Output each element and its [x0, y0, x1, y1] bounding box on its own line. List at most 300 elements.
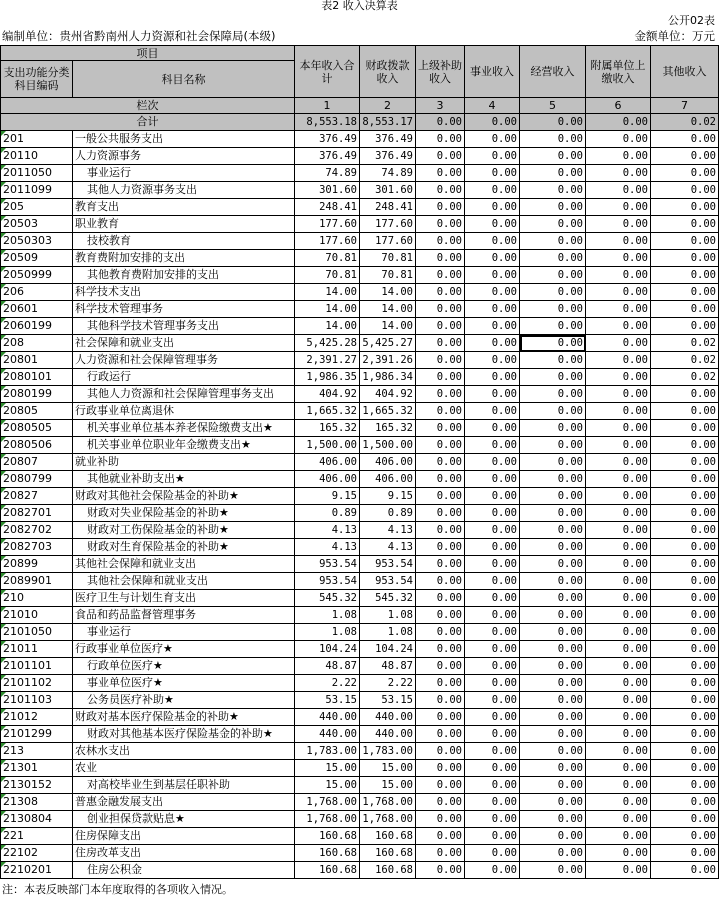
row-value-cell-6[interactable]: 0.00: [586, 709, 651, 726]
row-value-cell-4[interactable]: 0.00: [465, 352, 520, 369]
row-name-cell[interactable]: 教育费附加安排的支出: [73, 250, 295, 267]
row-code-cell[interactable]: 2130804: [1, 811, 73, 828]
row-code-cell[interactable]: 21308: [1, 794, 73, 811]
row-value-cell-4[interactable]: 0.00: [465, 165, 520, 182]
row-value-cell-2[interactable]: 48.87: [360, 658, 416, 675]
row-value-cell-2[interactable]: 1,783.00: [360, 743, 416, 760]
row-value-cell-4[interactable]: 0.00: [465, 233, 520, 250]
row-value-cell-5[interactable]: 0.00: [520, 199, 586, 216]
row-name-cell[interactable]: 其他科学技术管理事务支出: [73, 318, 295, 335]
row-value-cell-7[interactable]: 0.00: [651, 216, 719, 233]
row-value-cell-2[interactable]: 1,986.34: [360, 369, 416, 386]
row-code-cell[interactable]: 206: [1, 284, 73, 301]
row-value-cell-2[interactable]: 1.08: [360, 624, 416, 641]
row-value-cell-6[interactable]: 0.00: [586, 216, 651, 233]
row-name-cell[interactable]: 农业: [73, 760, 295, 777]
row-value-cell-6[interactable]: 0.00: [586, 692, 651, 709]
row-value-cell-4[interactable]: 0.00: [465, 590, 520, 607]
row-value-cell-7[interactable]: 0.00: [651, 182, 719, 199]
row-value-cell-5[interactable]: 0.00: [520, 641, 586, 658]
row-value-cell-3[interactable]: 0.00: [416, 199, 465, 216]
row-value-cell-5[interactable]: 0.00: [520, 165, 586, 182]
table-row[interactable]: [1, 556, 719, 573]
row-code-cell[interactable]: 2080506: [1, 437, 73, 454]
row-value-cell-2[interactable]: 15.00: [360, 760, 416, 777]
row-value-cell-2[interactable]: 1,500.00: [360, 437, 416, 454]
row-value-cell-1[interactable]: 15.00: [295, 777, 360, 794]
row-code-cell[interactable]: 213: [1, 743, 73, 760]
row-value-cell-5[interactable]: 0.00: [520, 624, 586, 641]
row-value-cell-6[interactable]: 0.00: [586, 641, 651, 658]
table-row[interactable]: [1, 420, 719, 437]
row-value-cell-2[interactable]: 160.68: [360, 845, 416, 862]
row-value-cell-1[interactable]: 1,768.00: [295, 811, 360, 828]
row-value-cell-5[interactable]: 0.00: [520, 743, 586, 760]
row-value-cell-6[interactable]: 0.00: [586, 199, 651, 216]
row-value-cell-3[interactable]: 0.00: [416, 352, 465, 369]
row-code-cell[interactable]: 208: [1, 335, 73, 352]
table-row[interactable]: [1, 471, 719, 488]
row-value-cell-1[interactable]: 74.89: [295, 165, 360, 182]
row-value-cell-5[interactable]: 0.00: [520, 862, 586, 879]
row-code-cell[interactable]: 2080799: [1, 471, 73, 488]
row-value-cell-2[interactable]: 1,768.00: [360, 811, 416, 828]
row-value-cell-6[interactable]: 0.00: [586, 250, 651, 267]
row-name-cell[interactable]: 事业单位医疗★: [73, 675, 295, 692]
row-code-cell[interactable]: 20801: [1, 352, 73, 369]
row-value-cell-2[interactable]: 4.13: [360, 522, 416, 539]
row-value-cell-3[interactable]: 0.00: [416, 777, 465, 794]
table-row[interactable]: [1, 233, 719, 250]
row-value-cell-5[interactable]: 0.00: [520, 403, 586, 420]
row-code-cell[interactable]: 22102: [1, 845, 73, 862]
row-code-cell[interactable]: 2011099: [1, 182, 73, 199]
row-value-cell-4[interactable]: 0.00: [465, 437, 520, 454]
row-value-cell-3[interactable]: 0.00: [416, 573, 465, 590]
row-name-cell[interactable]: 社会保障和就业支出: [73, 335, 295, 352]
row-name-cell[interactable]: 财政对失业保险基金的补助★: [73, 505, 295, 522]
row-value-cell-5[interactable]: 0.00: [520, 675, 586, 692]
row-value-cell-2[interactable]: 1,665.32: [360, 403, 416, 420]
row-value-cell-6[interactable]: 0.00: [586, 862, 651, 879]
row-value-cell-6[interactable]: 0.00: [586, 148, 651, 165]
row-value-cell-7[interactable]: 0.00: [651, 658, 719, 675]
row-value-cell-7[interactable]: 0.00: [651, 165, 719, 182]
row-value-cell-5[interactable]: 0.00: [520, 556, 586, 573]
row-name-cell[interactable]: 行政单位医疗★: [73, 658, 295, 675]
row-value-cell-3[interactable]: 0.00: [416, 233, 465, 250]
table-row[interactable]: [1, 148, 719, 165]
row-value-cell-5[interactable]: 0.00: [520, 828, 586, 845]
row-value-cell-7[interactable]: 0.00: [651, 488, 719, 505]
row-value-cell-3[interactable]: 0.00: [416, 726, 465, 743]
row-name-cell[interactable]: 就业补助: [73, 454, 295, 471]
row-value-cell-7[interactable]: 0.00: [651, 862, 719, 879]
row-value-cell-2[interactable]: 2,391.26: [360, 352, 416, 369]
row-value-cell-3[interactable]: 0.00: [416, 403, 465, 420]
row-name-cell[interactable]: 事业运行: [73, 165, 295, 182]
row-name-cell[interactable]: 其他人力资源和社会保障管理事务支出: [73, 386, 295, 403]
row-value-cell-2[interactable]: 160.68: [360, 828, 416, 845]
row-value-cell-4[interactable]: 0.00: [465, 267, 520, 284]
row-value-cell-7[interactable]: 0.00: [651, 420, 719, 437]
row-name-cell[interactable]: 财政对其他社会保险基金的补助★: [73, 488, 295, 505]
row-value-cell-1[interactable]: 160.68: [295, 845, 360, 862]
row-name-cell[interactable]: 财政对生育保险基金的补助★: [73, 539, 295, 556]
row-value-cell-2[interactable]: 4.13: [360, 539, 416, 556]
row-value-cell-1[interactable]: 70.81: [295, 267, 360, 284]
row-name-cell[interactable]: 普惠金融发展支出: [73, 794, 295, 811]
row-value-cell-6[interactable]: 0.00: [586, 726, 651, 743]
row-value-cell-3[interactable]: 0.00: [416, 505, 465, 522]
total-value-1[interactable]: 8,553.18: [295, 114, 360, 131]
row-value-cell-6[interactable]: 0.00: [586, 318, 651, 335]
row-value-cell-6[interactable]: 0.00: [586, 607, 651, 624]
row-name-cell[interactable]: 食品和药品监督管理事务: [73, 607, 295, 624]
row-code-cell[interactable]: 2082703: [1, 539, 73, 556]
row-value-cell-3[interactable]: 0.00: [416, 318, 465, 335]
row-value-cell-6[interactable]: 0.00: [586, 556, 651, 573]
row-value-cell-4[interactable]: 0.00: [465, 454, 520, 471]
row-value-cell-3[interactable]: 0.00: [416, 845, 465, 862]
row-value-cell-4[interactable]: 0.00: [465, 386, 520, 403]
row-value-cell-7[interactable]: 0.02: [651, 369, 719, 386]
row-value-cell-1[interactable]: 14.00: [295, 318, 360, 335]
row-name-cell[interactable]: 财政对工伤保险基金的补助★: [73, 522, 295, 539]
row-value-cell-5[interactable]: 0.00: [520, 250, 586, 267]
row-value-cell-2[interactable]: 1,768.00: [360, 794, 416, 811]
row-value-cell-2[interactable]: 1.08: [360, 607, 416, 624]
row-value-cell-4[interactable]: 0.00: [465, 658, 520, 675]
row-code-cell[interactable]: 2130152: [1, 777, 73, 794]
table-row[interactable]: [1, 845, 719, 862]
row-value-cell-4[interactable]: 0.00: [465, 828, 520, 845]
row-value-cell-1[interactable]: 1,665.32: [295, 403, 360, 420]
table-row[interactable]: [1, 709, 719, 726]
row-value-cell-2[interactable]: 165.32: [360, 420, 416, 437]
table-row[interactable]: [1, 301, 719, 318]
row-value-cell-7[interactable]: 0.02: [651, 335, 719, 352]
row-value-cell-2[interactable]: 70.81: [360, 250, 416, 267]
row-value-cell-5[interactable]: 0.00: [520, 709, 586, 726]
total-value-3[interactable]: 0.00: [416, 114, 465, 131]
row-value-cell-6[interactable]: 0.00: [586, 369, 651, 386]
row-value-cell-4[interactable]: 0.00: [465, 471, 520, 488]
row-value-cell-4[interactable]: 0.00: [465, 420, 520, 437]
row-value-cell-5[interactable]: 0.00: [520, 301, 586, 318]
row-name-cell[interactable]: 对高校毕业生到基层任职补助: [73, 777, 295, 794]
total-value-5[interactable]: 0.00: [520, 114, 586, 131]
row-value-cell-1[interactable]: 1.08: [295, 607, 360, 624]
row-value-cell-4[interactable]: 0.00: [465, 743, 520, 760]
row-value-cell-5[interactable]: 0.00: [520, 488, 586, 505]
row-value-cell-5[interactable]: 0.00: [520, 369, 586, 386]
row-value-cell-1[interactable]: 440.00: [295, 709, 360, 726]
table-row[interactable]: [1, 318, 719, 335]
row-value-cell-7[interactable]: 0.00: [651, 301, 719, 318]
row-value-cell-5[interactable]: 0.00: [520, 590, 586, 607]
table-row[interactable]: [1, 437, 719, 454]
row-value-cell-4[interactable]: 0.00: [465, 131, 520, 148]
row-value-cell-2[interactable]: 301.60: [360, 182, 416, 199]
row-value-cell-6[interactable]: 0.00: [586, 811, 651, 828]
row-value-cell-6[interactable]: 0.00: [586, 301, 651, 318]
row-code-cell[interactable]: 210: [1, 590, 73, 607]
row-value-cell-3[interactable]: 0.00: [416, 471, 465, 488]
row-value-cell-5[interactable]: 0.00: [520, 437, 586, 454]
row-value-cell-6[interactable]: 0.00: [586, 624, 651, 641]
row-value-cell-1[interactable]: 177.60: [295, 216, 360, 233]
row-value-cell-1[interactable]: 15.00: [295, 760, 360, 777]
row-value-cell-6[interactable]: 0.00: [586, 284, 651, 301]
row-code-cell[interactable]: 20827: [1, 488, 73, 505]
row-value-cell-3[interactable]: 0.00: [416, 267, 465, 284]
row-value-cell-5[interactable]: 0.00: [520, 318, 586, 335]
row-code-cell[interactable]: 20601: [1, 301, 73, 318]
row-value-cell-5[interactable]: 0.00: [520, 692, 586, 709]
row-value-cell-6[interactable]: 0.00: [586, 386, 651, 403]
row-value-cell-6[interactable]: 0.00: [586, 675, 651, 692]
row-value-cell-6[interactable]: 0.00: [586, 573, 651, 590]
table-row[interactable]: [1, 182, 719, 199]
total-label[interactable]: 合计: [1, 114, 295, 131]
row-name-cell[interactable]: 其他人力资源事务支出: [73, 182, 295, 199]
row-name-cell[interactable]: 科学技术管理事务: [73, 301, 295, 318]
row-code-cell[interactable]: 201: [1, 131, 73, 148]
row-value-cell-5[interactable]: 0.00: [520, 573, 586, 590]
row-value-cell-4[interactable]: 0.00: [465, 709, 520, 726]
total-value-7[interactable]: 0.02: [651, 114, 719, 131]
row-value-cell-4[interactable]: 0.00: [465, 607, 520, 624]
row-value-cell-2[interactable]: 53.15: [360, 692, 416, 709]
row-value-cell-3[interactable]: 0.00: [416, 301, 465, 318]
table-row[interactable]: [1, 352, 719, 369]
row-value-cell-7[interactable]: 0.00: [651, 250, 719, 267]
row-name-cell[interactable]: 职业教育: [73, 216, 295, 233]
row-value-cell-2[interactable]: 376.49: [360, 148, 416, 165]
row-value-cell-5[interactable]: 0.00: [520, 386, 586, 403]
row-value-cell-5[interactable]: 0.00: [520, 182, 586, 199]
row-value-cell-1[interactable]: 1,768.00: [295, 794, 360, 811]
table-row[interactable]: [1, 250, 719, 267]
table-row[interactable]: [1, 590, 719, 607]
row-value-cell-2[interactable]: 545.32: [360, 590, 416, 607]
row-value-cell-6[interactable]: 0.00: [586, 743, 651, 760]
row-name-cell[interactable]: 住房公积金: [73, 862, 295, 879]
row-value-cell-6[interactable]: 0.00: [586, 403, 651, 420]
row-code-cell[interactable]: 20805: [1, 403, 73, 420]
row-value-cell-6[interactable]: 0.00: [586, 590, 651, 607]
row-value-cell-6[interactable]: 0.00: [586, 794, 651, 811]
row-value-cell-3[interactable]: 0.00: [416, 131, 465, 148]
row-value-cell-4[interactable]: 0.00: [465, 488, 520, 505]
row-code-cell[interactable]: 2050303: [1, 233, 73, 250]
row-value-cell-5[interactable]: 0.00: [520, 658, 586, 675]
row-value-cell-3[interactable]: 0.00: [416, 165, 465, 182]
row-value-cell-7[interactable]: 0.00: [651, 573, 719, 590]
row-value-cell-7[interactable]: 0.00: [651, 726, 719, 743]
row-value-cell-4[interactable]: 0.00: [465, 675, 520, 692]
row-name-cell[interactable]: 事业运行: [73, 624, 295, 641]
row-value-cell-3[interactable]: 0.00: [416, 386, 465, 403]
row-value-cell-5[interactable]: 0.00: [520, 811, 586, 828]
row-code-cell[interactable]: 21010: [1, 607, 73, 624]
row-value-cell-2[interactable]: 248.41: [360, 199, 416, 216]
row-value-cell-7[interactable]: 0.00: [651, 131, 719, 148]
row-value-cell-6[interactable]: 0.00: [586, 335, 651, 352]
row-value-cell-5[interactable]: 0.00: [520, 335, 586, 352]
row-value-cell-7[interactable]: 0.00: [651, 505, 719, 522]
row-value-cell-2[interactable]: 2.22: [360, 675, 416, 692]
row-code-cell[interactable]: 2210201: [1, 862, 73, 879]
row-code-cell[interactable]: 2060199: [1, 318, 73, 335]
row-value-cell-5[interactable]: 0.00: [520, 539, 586, 556]
row-value-cell-7[interactable]: 0.00: [651, 845, 719, 862]
table-row[interactable]: [1, 267, 719, 284]
table-row[interactable]: [1, 607, 719, 624]
row-value-cell-7[interactable]: 0.00: [651, 539, 719, 556]
row-value-cell-7[interactable]: 0.00: [651, 794, 719, 811]
row-value-cell-5[interactable]: 0.00: [520, 233, 586, 250]
row-value-cell-4[interactable]: 0.00: [465, 369, 520, 386]
row-value-cell-3[interactable]: 0.00: [416, 828, 465, 845]
row-value-cell-5[interactable]: 0.00: [520, 148, 586, 165]
row-value-cell-6[interactable]: 0.00: [586, 233, 651, 250]
row-value-cell-5[interactable]: 0.00: [520, 777, 586, 794]
table-row[interactable]: [1, 284, 719, 301]
total-value-2[interactable]: 8,553.17: [360, 114, 416, 131]
row-value-cell-2[interactable]: 440.00: [360, 726, 416, 743]
row-value-cell-1[interactable]: 2.22: [295, 675, 360, 692]
row-value-cell-4[interactable]: 0.00: [465, 539, 520, 556]
row-value-cell-6[interactable]: 0.00: [586, 182, 651, 199]
row-name-cell[interactable]: 公务员医疗补助★: [73, 692, 295, 709]
row-code-cell[interactable]: 2082702: [1, 522, 73, 539]
row-value-cell-4[interactable]: 0.00: [465, 335, 520, 352]
row-value-cell-1[interactable]: 406.00: [295, 471, 360, 488]
row-value-cell-7[interactable]: 0.00: [651, 607, 719, 624]
row-value-cell-4[interactable]: 0.00: [465, 641, 520, 658]
row-value-cell-6[interactable]: 0.00: [586, 454, 651, 471]
row-value-cell-7[interactable]: 0.00: [651, 318, 719, 335]
row-value-cell-4[interactable]: 0.00: [465, 403, 520, 420]
row-value-cell-4[interactable]: 0.00: [465, 726, 520, 743]
row-value-cell-6[interactable]: 0.00: [586, 488, 651, 505]
row-name-cell[interactable]: 教育支出: [73, 199, 295, 216]
row-value-cell-4[interactable]: 0.00: [465, 573, 520, 590]
table-row[interactable]: [1, 641, 719, 658]
row-value-cell-7[interactable]: 0.00: [651, 454, 719, 471]
total-value-4[interactable]: 0.00: [465, 114, 520, 131]
row-value-cell-3[interactable]: 0.00: [416, 590, 465, 607]
row-value-cell-1[interactable]: 1,986.35: [295, 369, 360, 386]
row-name-cell[interactable]: 其他教育费附加安排的支出: [73, 267, 295, 284]
row-value-cell-7[interactable]: 0.00: [651, 386, 719, 403]
table-row[interactable]: [1, 505, 719, 522]
table-row[interactable]: [1, 743, 719, 760]
table-row[interactable]: [1, 216, 719, 233]
row-value-cell-4[interactable]: 0.00: [465, 250, 520, 267]
row-value-cell-2[interactable]: 160.68: [360, 862, 416, 879]
row-value-cell-4[interactable]: 0.00: [465, 148, 520, 165]
table-row[interactable]: [1, 760, 719, 777]
row-value-cell-1[interactable]: 4.13: [295, 522, 360, 539]
row-value-cell-7[interactable]: 0.00: [651, 811, 719, 828]
row-value-cell-3[interactable]: 0.00: [416, 658, 465, 675]
total-value-6[interactable]: 0.00: [586, 114, 651, 131]
row-value-cell-4[interactable]: 0.00: [465, 760, 520, 777]
row-value-cell-3[interactable]: 0.00: [416, 709, 465, 726]
row-value-cell-7[interactable]: 0.00: [651, 233, 719, 250]
table-row[interactable]: [1, 369, 719, 386]
row-value-cell-2[interactable]: 177.60: [360, 216, 416, 233]
row-code-cell[interactable]: 2101050: [1, 624, 73, 641]
row-value-cell-3[interactable]: 0.00: [416, 250, 465, 267]
row-value-cell-5[interactable]: 0.00: [520, 131, 586, 148]
row-code-cell[interactable]: 2082701: [1, 505, 73, 522]
table-row[interactable]: [1, 199, 719, 216]
row-value-cell-2[interactable]: 953.54: [360, 556, 416, 573]
row-value-cell-4[interactable]: 0.00: [465, 284, 520, 301]
row-value-cell-2[interactable]: 5,425.27: [360, 335, 416, 352]
row-code-cell[interactable]: 2011050: [1, 165, 73, 182]
row-name-cell[interactable]: 财政对其他基本医疗保险基金的补助★: [73, 726, 295, 743]
row-name-cell[interactable]: 行政事业单位医疗★: [73, 641, 295, 658]
row-name-cell[interactable]: 一般公共服务支出: [73, 131, 295, 148]
row-value-cell-7[interactable]: 0.00: [651, 522, 719, 539]
row-value-cell-2[interactable]: 104.24: [360, 641, 416, 658]
table-row[interactable]: [1, 454, 719, 471]
row-value-cell-4[interactable]: 0.00: [465, 182, 520, 199]
row-value-cell-7[interactable]: 0.00: [651, 267, 719, 284]
row-value-cell-2[interactable]: 14.00: [360, 301, 416, 318]
row-value-cell-3[interactable]: 0.00: [416, 335, 465, 352]
row-value-cell-3[interactable]: 0.00: [416, 862, 465, 879]
row-value-cell-6[interactable]: 0.00: [586, 505, 651, 522]
total-row[interactable]: [1, 114, 719, 131]
table-row[interactable]: [1, 386, 719, 403]
row-value-cell-5[interactable]: 0.00: [520, 505, 586, 522]
row-value-cell-3[interactable]: 0.00: [416, 539, 465, 556]
row-value-cell-2[interactable]: 74.89: [360, 165, 416, 182]
row-value-cell-7[interactable]: 0.00: [651, 760, 719, 777]
row-value-cell-3[interactable]: 0.00: [416, 148, 465, 165]
row-value-cell-5[interactable]: 0.00: [520, 845, 586, 862]
row-code-cell[interactable]: 2089901: [1, 573, 73, 590]
row-value-cell-1[interactable]: 953.54: [295, 573, 360, 590]
row-code-cell[interactable]: 20110: [1, 148, 73, 165]
row-value-cell-6[interactable]: 0.00: [586, 828, 651, 845]
row-value-cell-1[interactable]: 376.49: [295, 148, 360, 165]
row-value-cell-7[interactable]: 0.00: [651, 556, 719, 573]
row-name-cell[interactable]: 科学技术支出: [73, 284, 295, 301]
row-value-cell-7[interactable]: 0.00: [651, 590, 719, 607]
row-value-cell-7[interactable]: 0.00: [651, 403, 719, 420]
row-value-cell-4[interactable]: 0.00: [465, 624, 520, 641]
row-value-cell-1[interactable]: 2,391.27: [295, 352, 360, 369]
row-name-cell[interactable]: 机关事业单位职业年金缴费支出★: [73, 437, 295, 454]
row-value-cell-5[interactable]: 0.00: [520, 454, 586, 471]
row-value-cell-7[interactable]: 0.00: [651, 148, 719, 165]
table-row[interactable]: [1, 828, 719, 845]
table-row[interactable]: [1, 573, 719, 590]
row-value-cell-2[interactable]: 70.81: [360, 267, 416, 284]
table-row[interactable]: [1, 624, 719, 641]
row-value-cell-6[interactable]: 0.00: [586, 352, 651, 369]
row-value-cell-6[interactable]: 0.00: [586, 658, 651, 675]
row-name-cell[interactable]: 其他社会保障和就业支出: [73, 573, 295, 590]
row-value-cell-1[interactable]: 376.49: [295, 131, 360, 148]
